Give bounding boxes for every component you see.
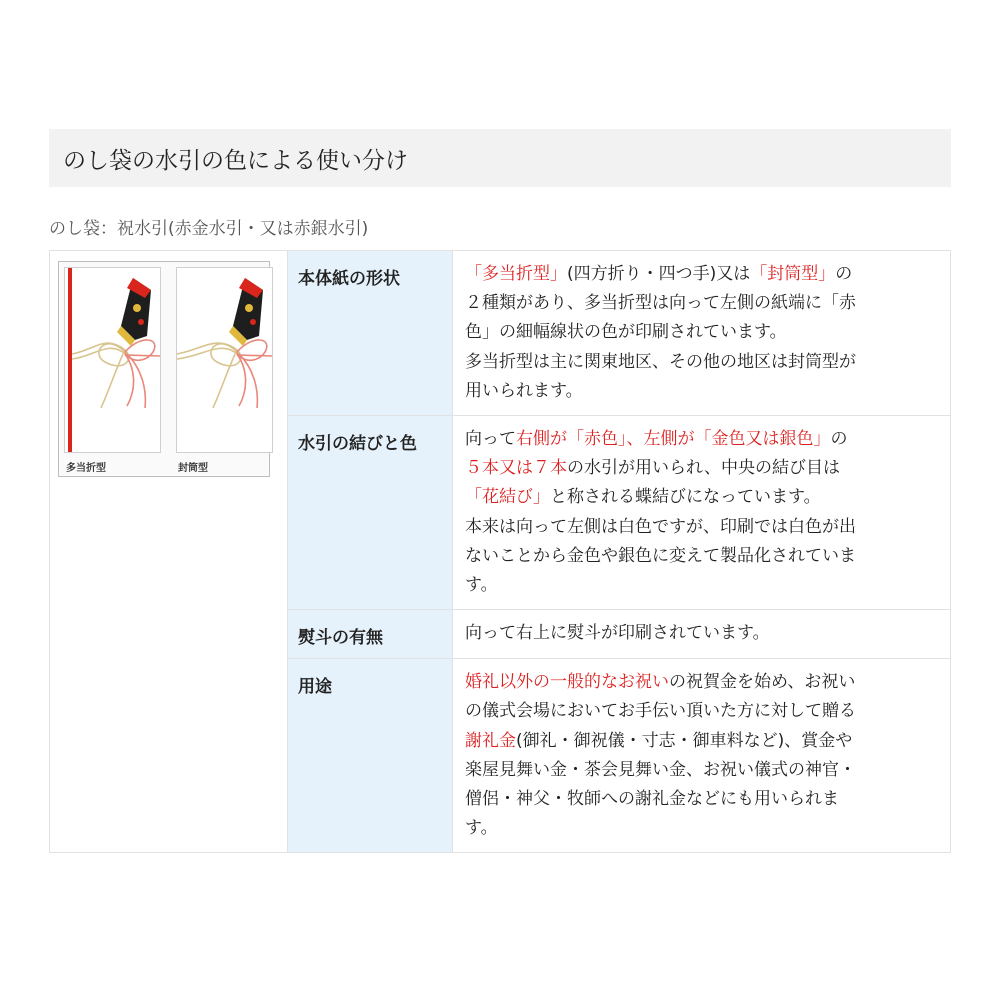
- desc-line: [465, 513, 940, 542]
- desc-text: す。: [465, 818, 498, 839]
- highlight-text: 婚礼以外の一般的なお祝い: [465, 672, 669, 693]
- desc-line: [465, 571, 940, 600]
- desc-line: [465, 619, 940, 648]
- desc-line: [465, 814, 940, 843]
- noshi-red-dot: [138, 319, 144, 325]
- row-desc-shape: [453, 251, 951, 416]
- desc-text: (御礼・御祝儀・寸志・御車料など)、賞金や: [516, 730, 853, 751]
- desc-line: [465, 697, 940, 726]
- tatouori-envelope-image: [64, 267, 161, 453]
- desc-text: の水引が用いられ、中央の結び目は: [567, 458, 841, 479]
- section-heading-bar: [49, 129, 951, 187]
- desc-line: [465, 377, 940, 406]
- desc-line: [465, 318, 940, 347]
- illustration-cell: [50, 251, 288, 853]
- desc-text: す。: [465, 575, 498, 596]
- highlight-text: 右側が「赤色」、左側が「金色又は銀色」: [516, 429, 831, 450]
- mizuhiki-red-strand: [237, 355, 272, 356]
- row-header-usage: 用途: [288, 659, 453, 853]
- desc-text: の祝賀金を始め、お祝い: [669, 672, 856, 693]
- desc-text: 楽屋見舞い金・茶会見舞い金、お祝い儀式の神官・: [465, 759, 856, 780]
- desc-line: [465, 668, 940, 697]
- noshi-gold-dot: [245, 304, 253, 312]
- futou-envelope-image: [176, 267, 273, 453]
- desc-line: [465, 483, 940, 512]
- desc-line: [465, 454, 940, 483]
- desc-text: 向って: [465, 429, 516, 450]
- row-desc-usage: [453, 659, 951, 853]
- desc-text: の: [835, 264, 853, 284]
- noshi-gold-dot: [133, 304, 141, 312]
- desc-text: の: [830, 429, 848, 450]
- desc-text: 僧侶・神父・牧師への謝礼金などにも用いられま: [465, 789, 839, 810]
- table-row: [50, 251, 951, 416]
- noshi-ornament: [117, 278, 151, 346]
- desc-text: ないことから金色や銀色に変えて製品化されていま: [465, 545, 856, 566]
- desc-line: [465, 542, 940, 571]
- desc-line: [465, 785, 940, 814]
- row-header-noshi: 熨斗の有無: [288, 610, 453, 659]
- highlight-text: 「封筒型」: [750, 264, 836, 284]
- noshi-red-dot: [250, 319, 256, 325]
- row-desc-noshi: [453, 610, 951, 659]
- mizuhiki-red-strand: [125, 355, 160, 356]
- desc-text: 本来は向って左側は白色ですが、印刷では白色が出: [465, 516, 856, 537]
- label-tatouori: 多当折型: [66, 463, 106, 474]
- mizuhiki-gold-strand: [177, 348, 237, 359]
- noshi-envelope-illustration: [58, 261, 270, 477]
- desc-text: 用いられます。: [465, 380, 583, 401]
- desc-line: [465, 260, 940, 289]
- desc-text: 向って右上に熨斗が印刷されています。: [465, 623, 770, 644]
- desc-text: ２種類があり、多当折型は向って左側の紙端に「赤: [465, 293, 856, 314]
- row-header-shape: 本体紙の形状: [288, 251, 453, 416]
- label-futou: 封筒型: [178, 463, 208, 474]
- desc-text: 多当折型は主に関東地区、その他の地区は封筒型が: [465, 351, 856, 372]
- info-table: [49, 250, 951, 853]
- desc-line: [465, 727, 940, 756]
- desc-line: [465, 348, 940, 377]
- desc-line: [465, 756, 940, 785]
- desc-line: [465, 425, 940, 454]
- tatouori-envelope-drawing: [65, 268, 160, 452]
- highlight-text: 謝礼金: [465, 730, 516, 751]
- subheading: のし袋：祝水引(赤金水引・又は赤銀水引): [49, 219, 369, 239]
- highlight-text: 「花結び」: [465, 487, 550, 508]
- desc-text: の儀式会場においてお手伝い頂いた方に対して贈る: [465, 701, 856, 722]
- desc-text: と称される蝶結びになっています。: [550, 487, 821, 508]
- desc-line: [465, 289, 940, 318]
- row-header-knot-color: 水引の結びと色: [288, 416, 453, 610]
- noshi-ornament: [229, 278, 263, 346]
- row-desc-knot-color: [453, 416, 951, 610]
- desc-text: (四方折り・四つ手)又は: [567, 264, 751, 284]
- section-heading: のし袋の水引の色による使い分け: [63, 147, 408, 174]
- highlight-text: ５本又は７本: [465, 458, 567, 479]
- red-edge-line: [68, 268, 72, 452]
- highlight-text: 「多当折型」: [465, 264, 567, 284]
- desc-text: 色」の細幅線状の色が印刷されています。: [465, 322, 787, 343]
- futou-envelope-drawing: [177, 268, 272, 452]
